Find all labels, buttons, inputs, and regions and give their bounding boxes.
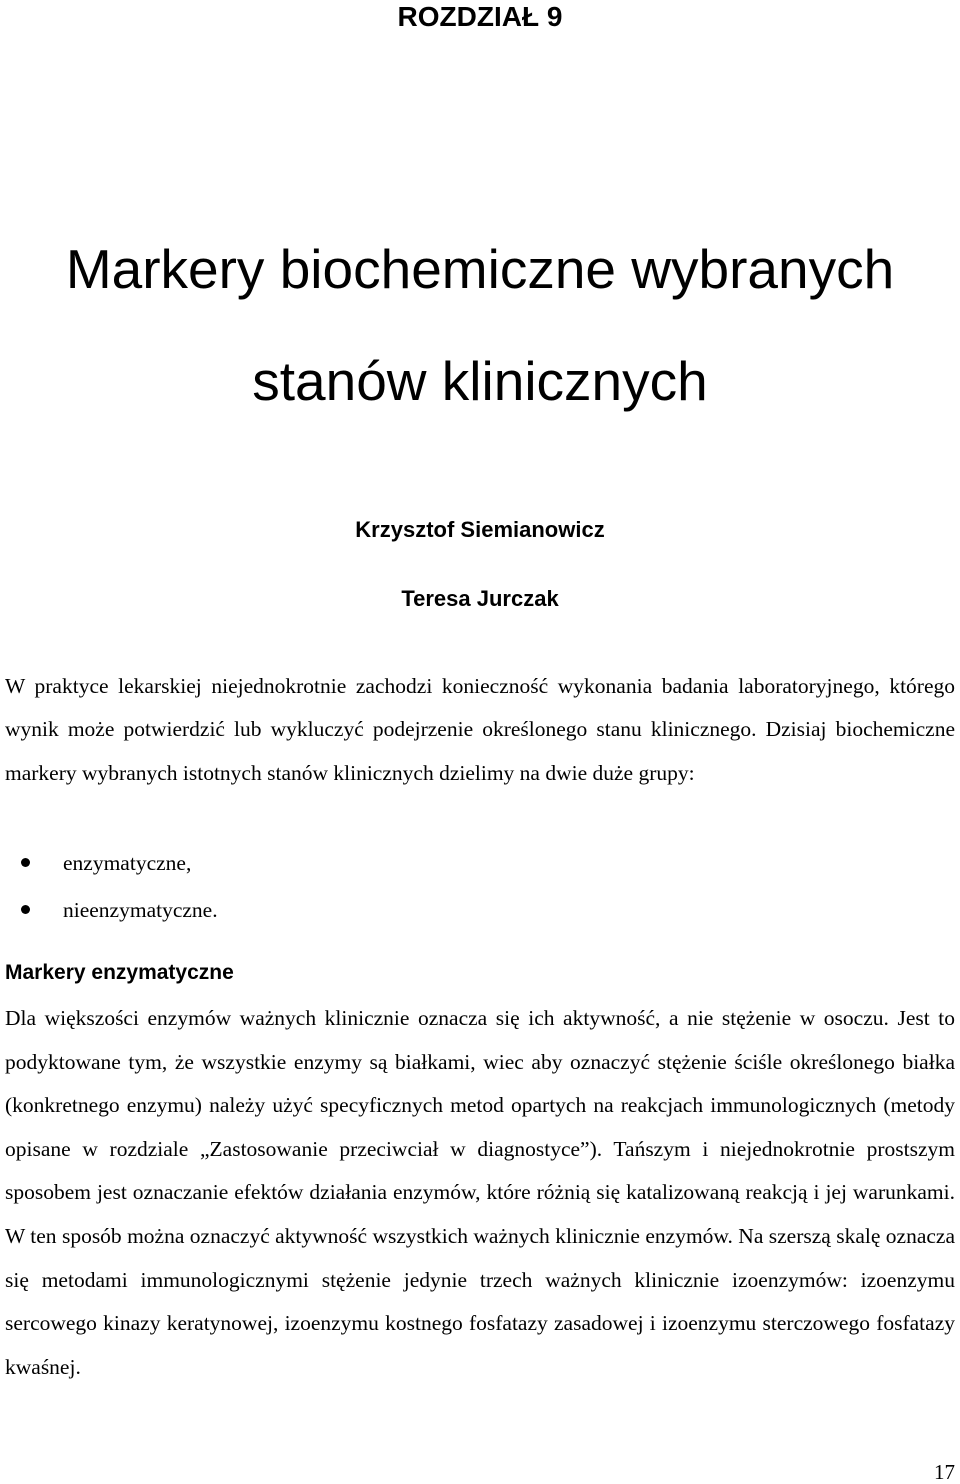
author-1: Krzysztof Siemianowicz (355, 517, 605, 542)
bullet-icon (21, 905, 30, 914)
bullet-icon (21, 858, 30, 867)
bullet-list (0, 840, 218, 934)
list-item (0, 887, 218, 934)
title-line-2: stanów klinicznych (252, 350, 708, 412)
body-paragraph: Dla większości enzymów ważnych klinicznie oznacza się ich aktywność, a nie stężenie w osoczu. Jest to podyktowane tym, że wszystkie enzymy są białkami, wiec aby oznaczyć stężenie ściśle określonego białka (konkretnego enzymu) należy użyć specyficznych metod opartych na reakcjach immunologicznych (metody opisane w rozdziale „Zastosowanie przeciwciał w diagnostyce”). Tańszym i niejednokrotnie prostszym sposobem jest oznaczanie efektów działania enzymów, które różnią się katalizowaną reakcją i jej warunkami. W ten sposób można oznaczyć aktywność wszystkich ważnych klinicznie enzymów. Na szerszą skalę oznacza się metodami immunologicznymi stężenie jedynie trzech ważnych klinicznie izoenzymów: izoenzymu sercowego kinazy keratynowej, izoenzymu kostnego fosfatazy zasadowej i izoenzymu sterczowego fosfatazy kwaśnej. (5, 1006, 955, 1379)
intro-paragraph: W praktyce lekarskiej niejednokrotnie zachodzi konieczność wykonania badania laboratoryjnego, którego wynik może potwierdzić lub wykluczyć podejrzenie określonego stanu klinicznego. Dzisiaj biochemiczne markery wybranych istotnych stanów klinicznych dzielimy na dwie duże grupy: (5, 674, 955, 785)
list-item (0, 840, 218, 887)
author-2: Teresa Jurczak (401, 586, 559, 611)
chapter-heading: ROZDZIAŁ 9 (397, 1, 563, 32)
section-heading: Markery enzymatyczne (5, 961, 234, 984)
list-item-text: enzymatyczne, (63, 851, 192, 875)
page-number: 17 (934, 1460, 955, 1484)
title-line-1: Markery biochemiczne wybranych (65, 238, 895, 300)
list-item-text: nieenzymatyczne. (63, 898, 218, 922)
